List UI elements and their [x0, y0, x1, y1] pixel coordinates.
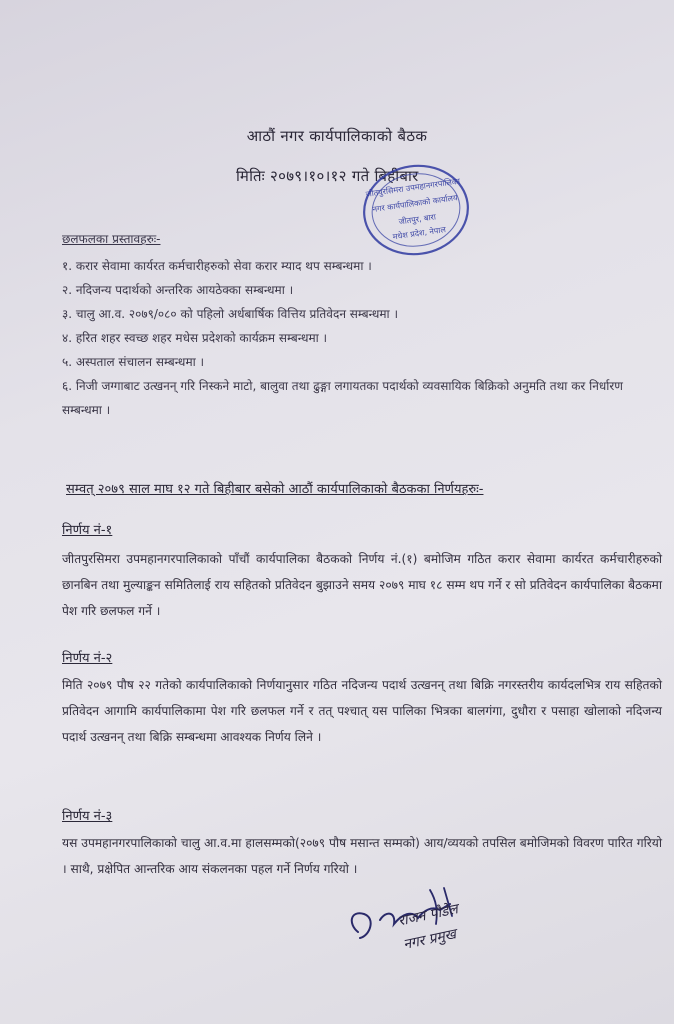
agenda-item: ६. निजी जग्गाबाट उत्खनन् गरि निस्कने माटो, बालुवा तथा ढुङ्गा लगायतका पदार्थको व्यवसायिक बिक्रिको अनुमति तथा कर निर्धारण सम्बन्धमा । — [62, 379, 623, 417]
signatory-position: नगर प्रमुख — [401, 926, 458, 954]
svg-text:जीतपुरसिमरा उपमहानगरपालिका: जीतपुरसिमरा उपमहानगरपालिका — [365, 176, 461, 199]
decision-3-title: निर्णय नं-३ — [62, 809, 113, 824]
agenda-heading: छलफलका प्रस्तावहरुः- — [62, 232, 161, 246]
decisions-heading: सम्वत् २०७९ साल माघ १२ गते बिहीबार बसेको आठौं कार्यपालिकाको बैठकका निर्णयहरुः- — [66, 482, 484, 497]
svg-text:नगर कार्यपालिकाको कार्यालय: नगर कार्यपालिकाको कार्यालय — [372, 193, 459, 214]
office-seal-stamp — [354, 153, 479, 268]
document-title: आठौं नगर कार्यपालिकाको बैठक — [246, 127, 428, 145]
decision-3-text: यस उपमहानगरपालिकाको चालु आ.व.मा हालसम्मको(२०७९ पौष मसान्त सम्मको) आय/व्ययको तपसिल बमोजिमको विवरण पारित गरियो । साथै, प्रक्षेपित आन्तरिक आय संकलनका पहल गर्ने निर्णय गरियो । — [62, 836, 662, 876]
svg-text:जीतपुर, बारा: जीतपुर, बारा — [398, 212, 437, 227]
agenda-item: ४. हरित शहर स्वच्छ शहर मधेस प्रदेशको कार्यक्रम सम्बन्धमा । — [62, 331, 328, 345]
decision-1-title: निर्णय नं-१ — [62, 523, 113, 538]
decision-2-text: मिति २०७९ पौष २२ गतेको कार्यपालिकाको निर्णयानुसार गठित नदिजन्य पदार्थ उत्खनन् तथा बिक्रि नगरस्तरीय कार्यदलभित्र राय सहितको प्रतिवेदन आगामि कार्यपालिकामा पेश गरि छलफल गर्ने र तत् पश्चात् यस पालिका भित्रका बालगंगा, दुधौरा र पसाहा खोलाको नदिजन्य पदार्थ उत्खनन् तथा बिक्रि सम्बन्धमा आवश्यक निर्णय लिने । — [62, 678, 662, 744]
agenda-list — [62, 254, 662, 422]
signatory-name: राजन पौडेल — [396, 901, 460, 930]
meeting-date: मितिः २०७९।१०।१२ गते बिहीबार — [236, 167, 419, 185]
decision-1-text: जीतपुरसिमरा उपमहानगरपालिकाको पाँचौं कार्यपालिका बैठकको निर्णय नं.(१) बमोजिम गठित करार सेवामा कार्यरत कर्मचारीहरुको छानबिन तथा मुल्याङ्कन समितिलाई राय सहितको प्रतिवेदन बुझाउने समय २०७९ माघ १८ सम्म थप गर्ने र सो प्रतिवेदन कार्यपालिका बैठकमा पेश गरि छलफल गर्ने । — [62, 552, 662, 618]
agenda-item: ३. चालु आ.व. २०७९/०८० को पहिलो अर्धबार्षिक वित्तिय प्रतिवेदन सम्बन्धमा । — [62, 307, 399, 321]
agenda-item: १. करार सेवामा कार्यरत कर्मचारीहरुको सेवा करार म्याद थप सम्बन्धमा । — [62, 259, 372, 273]
agenda-item: ५. अस्पताल संचालन सम्बन्धमा । — [62, 355, 205, 369]
agenda-item: २. नदिजन्य पदार्थको अन्तरिक आयठेक्का सम्बन्धमा । — [62, 283, 294, 297]
decision-2-title: निर्णय नं-२ — [62, 651, 113, 666]
svg-text:मधेश प्रदेश, नेपाल: मधेश प्रदेश, नेपाल — [392, 225, 447, 242]
